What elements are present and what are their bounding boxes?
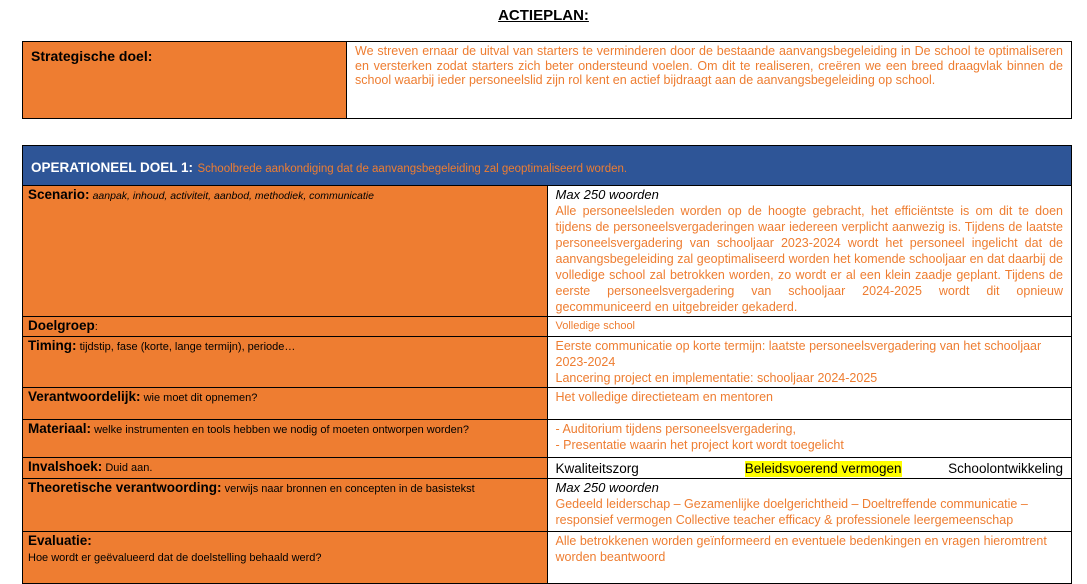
materiaal-label: Materiaal: bbox=[28, 421, 92, 436]
doelgroep-label: Doelgroep bbox=[28, 318, 95, 333]
theoretisch-max-words: Max 250 woorden bbox=[555, 480, 659, 495]
timing-cell bbox=[547, 337, 1072, 388]
scenario-text: Alle personeelsleden worden op de hoogte gebracht, het efficiëntste is om dit te doen tijdens de personeelsvergaderingen waar iedereen verplicht aanwezig is. Tijdens de laatste personeelsvergadering van schooljaar 2023-2024 wordt het personeel ingelicht dat de aanvangsbegeleiding zal geoptimaliseerd worden het komende schooljaar en dat daarbij de volledige school zal betrokken worden, zo wordt er al een klein zaadje geplant. Tijdens de eerste personeelsvergadering van schooljaar 2024-2025 wordt dit opnieuw gecommuniceerd en uitgebreider gekaderd. bbox=[555, 204, 1063, 314]
invalshoek-label: Invalshoek: bbox=[28, 459, 103, 474]
theoretisch-cell bbox=[547, 479, 1072, 532]
scenario-cell bbox=[547, 186, 1072, 317]
option-schoolontwikkeling[interactable]: Schoolontwikkeling bbox=[948, 461, 1063, 476]
invalshoek-label-cell bbox=[23, 458, 548, 479]
timing-label: Timing: bbox=[28, 338, 77, 353]
doelgroep-label-cell bbox=[23, 317, 548, 337]
verantwoordelijk-label: Verantwoordelijk: bbox=[28, 389, 141, 404]
evaluatie-text: Alle betrokkenen worden geïnformeerd en eventuele bedenkingen en vragen hieromtrent worden beantwoord bbox=[547, 532, 1072, 584]
evaluatie-label-cell bbox=[23, 532, 548, 584]
strategic-goal-text: We streven ernaar de uitval van starters te verminderen door de bestaande aanvangsbegeleiding in De school te optimaliseren en versterken zodat starters zich beter ondersteund voelen. Om dit te realiseren, creëren we een breed draagvlak binnen de school waarbij ieder personeelslid zijn rol kent en actief bijdraagt aan de aanvangsbegeleiding op school. bbox=[347, 42, 1072, 119]
timing-line-1: Eerste communicatie op korte termijn: laatste personeelsvergadering van het schooljaar 2023-2024 bbox=[555, 339, 1042, 369]
verantwoordelijk-hint: wie moet dit opnemen? bbox=[143, 392, 258, 404]
materiaal-cell bbox=[547, 420, 1072, 458]
theoretisch-hint: verwijs naar bronnen en concepten in de basistekst bbox=[224, 483, 475, 495]
invalshoek-cell bbox=[547, 458, 1072, 479]
timing-line-2: Lancering project en implementatie: schooljaar 2024-2025 bbox=[555, 371, 878, 385]
invalshoek-hint: Duid aan. bbox=[105, 462, 153, 474]
operational-goal-subtitle: Schoolbrede aankondiging dat de aanvangsbegeleiding zal geoptimaliseerd worden. bbox=[197, 163, 628, 175]
evaluatie-hint: Hoe wordt er geëvalueerd dat de doelstelling behaald werd? bbox=[28, 552, 322, 564]
theoretisch-label: Theoretische verantwoording: bbox=[28, 480, 222, 495]
doelgroep-colon: : bbox=[94, 321, 98, 333]
verantwoordelijk-label-cell bbox=[23, 388, 548, 420]
option-kwaliteitszorg[interactable]: Kwaliteitszorg bbox=[555, 461, 639, 476]
theoretisch-label-cell bbox=[23, 479, 548, 532]
operational-goal-heading: OPERATIONEEL DOEL 1: bbox=[31, 160, 194, 175]
evaluatie-label: Evaluatie: bbox=[28, 533, 92, 548]
scenario-label: Scenario: bbox=[28, 187, 90, 202]
verantwoordelijk-text: Het volledige directieteam en mentoren bbox=[547, 388, 1072, 420]
materiaal-hint: welke instrumenten en tools hebben we nodig of moeten ontworpen worden? bbox=[94, 424, 469, 436]
timing-label-cell bbox=[23, 337, 548, 388]
scenario-label-cell bbox=[23, 186, 548, 317]
option-beleidsvoerend-vermogen-label: Beleidsvoerend vermogen bbox=[744, 461, 902, 476]
timing-hint: tijdstip, fase (korte, lange termijn), periode… bbox=[79, 341, 296, 353]
page-title: ACTIEPLAN: bbox=[498, 7, 589, 24]
theoretisch-text: Gedeeld leiderschap – Gezamenlijke doelgerichtheid – Doeltreffende communicatie – responsief vermogen Collective teacher efficacy & professionele leergemeenschap bbox=[555, 497, 1028, 527]
strategic-goal-table bbox=[22, 41, 1072, 119]
materiaal-label-cell bbox=[23, 420, 548, 458]
scenario-max-words: Max 250 woorden bbox=[555, 187, 659, 202]
strategic-goal-label: Strategische doel: bbox=[23, 42, 347, 119]
materiaal-line-1: - Auditorium tijdens personeelsvergadering, bbox=[555, 422, 796, 436]
doelgroep-text: Volledige school bbox=[547, 317, 1072, 337]
materiaal-line-2: - Presentatie waarin het project kort wordt toegelicht bbox=[555, 438, 844, 452]
scenario-hint: aanpak, inhoud, activiteit, aanbod, methodiek, communicatie bbox=[92, 190, 374, 202]
operational-goal-header bbox=[23, 146, 1072, 186]
operational-goal-table bbox=[22, 145, 1072, 584]
option-beleidsvoerend-vermogen[interactable] bbox=[745, 461, 948, 477]
